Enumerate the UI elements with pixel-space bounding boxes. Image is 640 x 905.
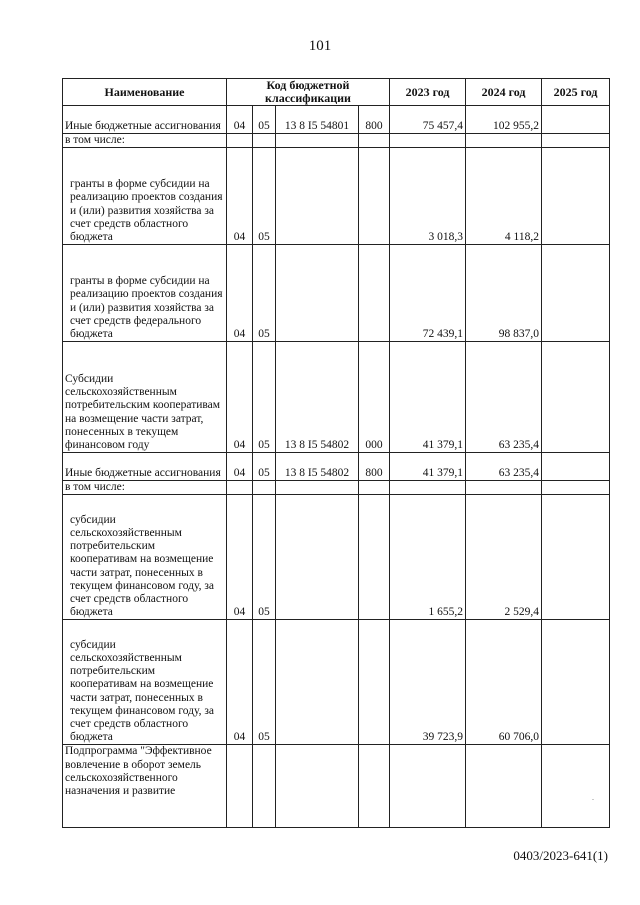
table-row (63, 134, 610, 148)
table-row (63, 245, 610, 342)
amount-2025 (542, 134, 610, 148)
amount-2023: 1 655,2 (390, 495, 466, 620)
code-target-article (276, 620, 359, 745)
document-number: 0403/2023-641(1) (513, 848, 608, 863)
table-row (63, 106, 610, 134)
row-name: Иные бюджетные ассигнования (63, 106, 227, 134)
amount-2023: 75 457,4 (390, 106, 466, 134)
amount-2025 (542, 620, 610, 745)
amount-2023 (390, 745, 466, 828)
row-name: гранты в форме субсидии на реализацию проектов создания и (или) развития хозяйства за счет средств федерального бюджета (63, 245, 227, 342)
amount-2025 (542, 453, 610, 481)
amount-2024: 63 235,4 (466, 453, 542, 481)
code-target-article (276, 245, 359, 342)
amount-2025 (542, 342, 610, 453)
code-expense-type (359, 245, 390, 342)
code-section (227, 745, 253, 828)
amount-2025 (542, 148, 610, 245)
table-row (63, 481, 610, 495)
amount-2023 (390, 481, 466, 495)
amount-2023: 72 439,1 (390, 245, 466, 342)
row-name: субсидии сельскохозяйственным потребительским кооперативам на возмещение части затрат, понесенных в текущем финансовом году, за счет средств областного бюджета (63, 495, 227, 620)
amount-2023 (390, 134, 466, 148)
code-expense-type (359, 620, 390, 745)
table-row (63, 745, 610, 828)
table-row (63, 148, 610, 245)
code-section: 04 (227, 342, 253, 453)
code-expense-type (359, 148, 390, 245)
row-name: Субсидии сельскохозяйственным потребительским кооперативам на возмещение части затрат, понесенных в текущем финансовом году (63, 342, 227, 453)
table-row (63, 453, 610, 481)
code-subsection: 05 (253, 453, 276, 481)
code-expense-type: 000 (359, 342, 390, 453)
amount-2024: 102 955,2 (466, 106, 542, 134)
row-name: Подпрограмма "Эффективное вовлечение в оборот земель сельскохозяйственного назначения и развитие (63, 745, 227, 828)
table-header-row (63, 79, 610, 106)
code-expense-type: 800 (359, 453, 390, 481)
code-subsection (253, 745, 276, 828)
table-row (63, 342, 610, 453)
header-2025: 2025 год (542, 79, 610, 106)
header-2023: 2023 год (390, 79, 466, 106)
amount-2024 (466, 134, 542, 148)
amount-2025 (542, 495, 610, 620)
amount-2025 (542, 481, 610, 495)
amount-2023: 41 379,1 (390, 342, 466, 453)
amount-2024 (466, 745, 542, 828)
code-section: 04 (227, 245, 253, 342)
code-expense-type (359, 134, 390, 148)
row-name: в том числе: (63, 481, 227, 495)
amount-2024: 2 529,4 (466, 495, 542, 620)
header-name: Наименование (63, 79, 227, 106)
code-section: 04 (227, 453, 253, 481)
code-subsection: 05 (253, 620, 276, 745)
code-target-article: 13 8 I5 54802 (276, 342, 359, 453)
code-section (227, 134, 253, 148)
table-row (63, 495, 610, 620)
code-subsection: 05 (253, 495, 276, 620)
header-2024: 2024 год (466, 79, 542, 106)
amount-2023: 41 379,1 (390, 453, 466, 481)
amount-2025 (542, 245, 610, 342)
amount-2024: 98 837,0 (466, 245, 542, 342)
amount-2025 (542, 106, 610, 134)
budget-table (62, 78, 610, 828)
code-target-article (276, 495, 359, 620)
code-subsection: 05 (253, 106, 276, 134)
code-subsection: 05 (253, 148, 276, 245)
stray-dot-mark: . (592, 793, 594, 802)
code-target-article: 13 8 I5 54802 (276, 453, 359, 481)
code-section (227, 481, 253, 495)
code-subsection (253, 481, 276, 495)
code-target-article: 13 8 I5 54801 (276, 106, 359, 134)
page-number: 101 (308, 38, 332, 54)
code-target-article (276, 148, 359, 245)
amount-2024 (466, 481, 542, 495)
amount-2024: 60 706,0 (466, 620, 542, 745)
code-target-article (276, 745, 359, 828)
code-target-article (276, 481, 359, 495)
code-expense-type (359, 495, 390, 620)
code-section: 04 (227, 106, 253, 134)
row-name: в том числе: (63, 134, 227, 148)
code-section: 04 (227, 620, 253, 745)
amount-2023: 3 018,3 (390, 148, 466, 245)
amount-2023: 39 723,9 (390, 620, 466, 745)
code-expense-type (359, 481, 390, 495)
amount-2024: 63 235,4 (466, 342, 542, 453)
row-name: субсидии сельскохозяйственным потребительским кооперативам на возмещение части затрат, понесенных в текущем финансовом году, за счет средств областного бюджета (63, 620, 227, 745)
row-name: Иные бюджетные ассигнования (63, 453, 227, 481)
code-expense-type: 800 (359, 106, 390, 134)
code-target-article (276, 134, 359, 148)
row-name: гранты в форме субсидии на реализацию проектов создания и (или) развития хозяйства за счет средств областного бюджета (63, 148, 227, 245)
code-section: 04 (227, 495, 253, 620)
code-subsection: 05 (253, 245, 276, 342)
code-expense-type (359, 745, 390, 828)
amount-2025 (542, 745, 610, 828)
code-subsection (253, 134, 276, 148)
header-budget-code: Код бюджетной классификации (227, 79, 390, 106)
amount-2024: 4 118,2 (466, 148, 542, 245)
code-section: 04 (227, 148, 253, 245)
table-row (63, 620, 610, 745)
code-subsection: 05 (253, 342, 276, 453)
